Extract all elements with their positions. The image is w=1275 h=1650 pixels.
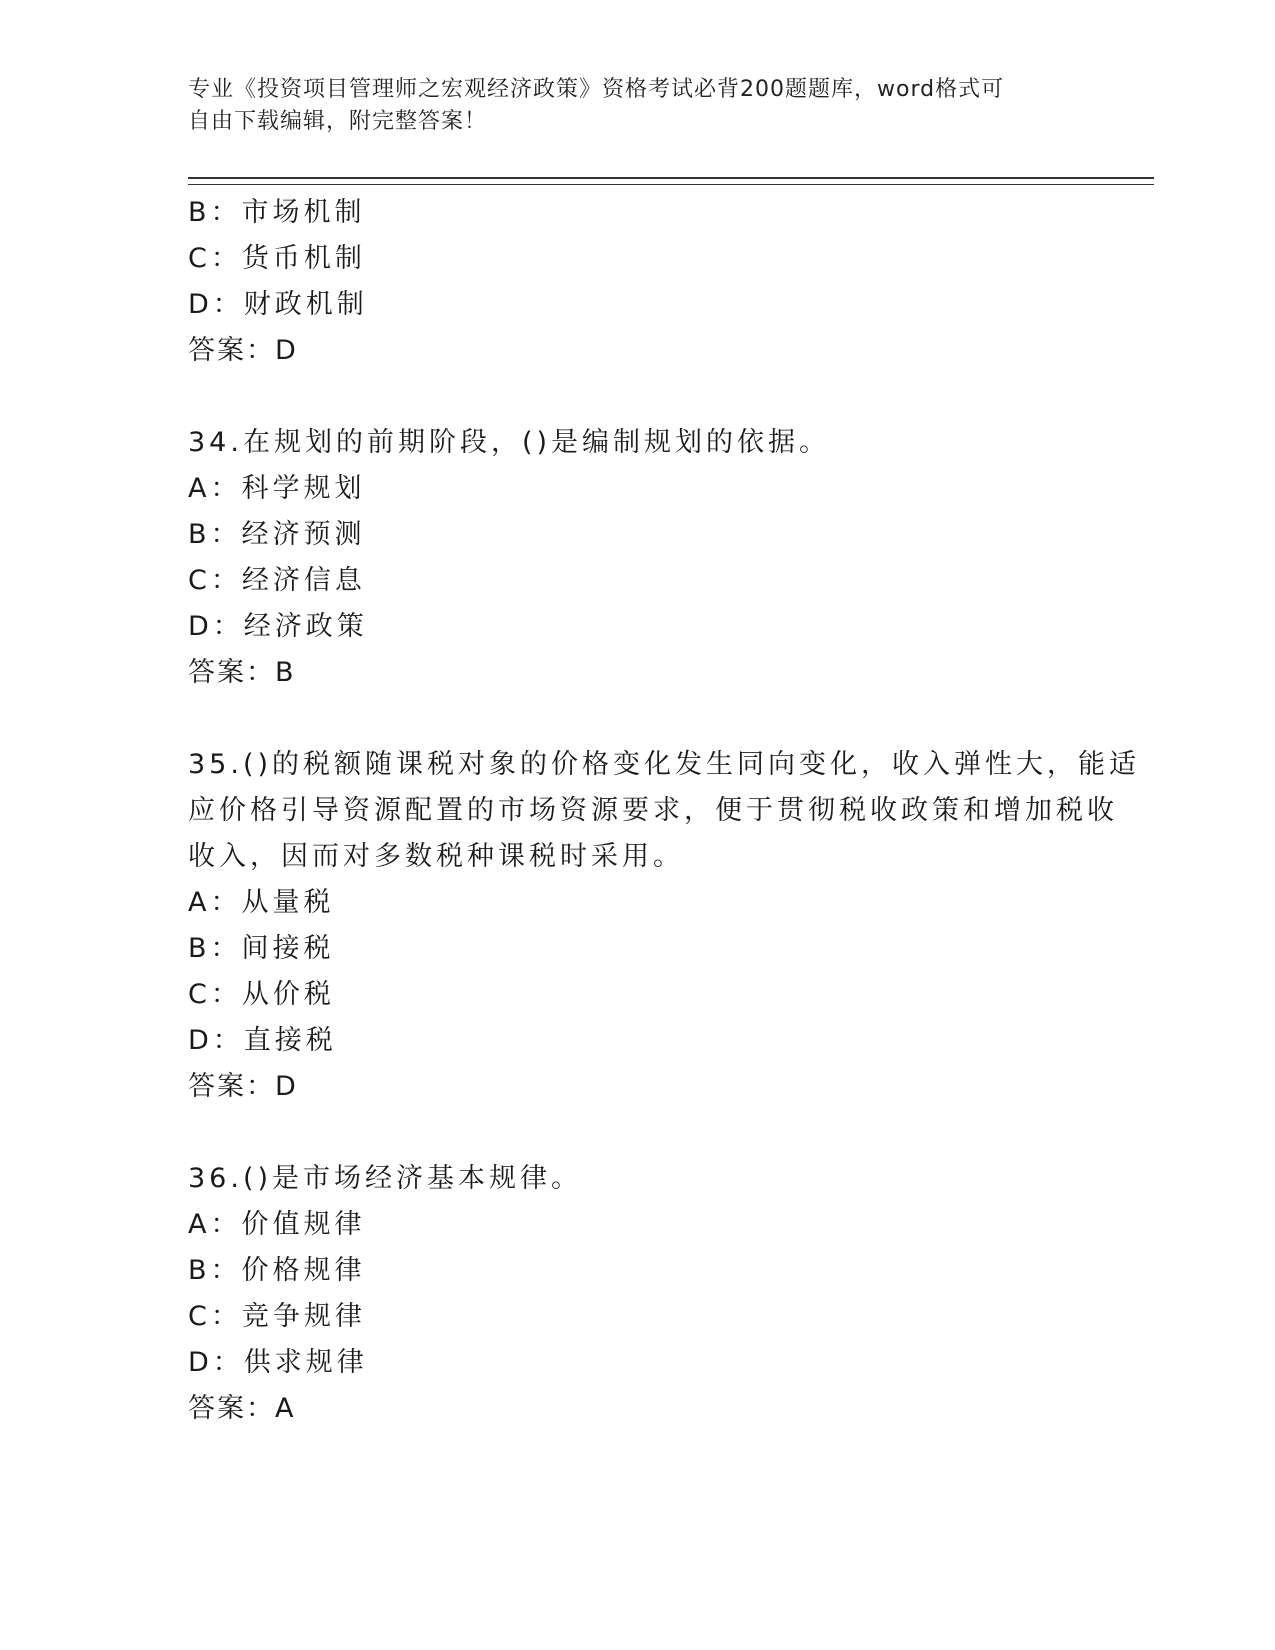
option-a: A：科学规划: [188, 473, 366, 504]
answer: 答案：A: [188, 1393, 296, 1424]
header-divider: [188, 177, 1154, 185]
answer: 答案：D: [188, 1071, 298, 1102]
question-33-fragment: [188, 190, 1088, 374]
option-c: C：从价税: [188, 979, 335, 1010]
option-b: B：间接税: [188, 933, 335, 964]
answer: 答案：D: [188, 335, 298, 366]
option-d: D：经济政策: [188, 611, 368, 642]
question-stem-line-1: 35.()的税额随课税对象的价格变化发生同向变化，收入弹性大，能适: [188, 749, 1141, 780]
option-d: D：财政机制: [188, 289, 368, 320]
question-36: [188, 1156, 1088, 1432]
question-stem-line-2: 应价格引导资源配置的市场资源要求，便于贯彻税收政策和增加税收: [188, 795, 1118, 826]
option-c: C：竞争规律: [188, 1301, 366, 1332]
option-c: C：经济信息: [188, 565, 366, 596]
question-stem: 36.()是市场经济基本规律。: [188, 1163, 583, 1194]
option-a: A：从量税: [188, 887, 335, 918]
option-b: B：市场机制: [188, 197, 366, 228]
question-spacer: [188, 374, 1088, 420]
question-stem: 34.在规划的前期阶段，()是编制规划的依据。: [188, 427, 831, 458]
question-34: [188, 420, 1088, 696]
option-a: A：价值规律: [188, 1209, 366, 1240]
question-stem-line-3: 收入，因而对多数税种课税时采用。: [188, 841, 684, 872]
option-c: C：货币机制: [188, 243, 366, 274]
answer: 答案：B: [188, 657, 296, 688]
question-list: [188, 190, 1141, 1432]
header-line-2: 自由下载编辑，附完整答案！: [188, 109, 488, 134]
option-b: B：经济预测: [188, 519, 366, 550]
option-b: B：价格规律: [188, 1255, 366, 1286]
question-35: [188, 742, 1141, 1110]
option-d: D：供求规律: [188, 1347, 368, 1378]
question-spacer: [188, 696, 1088, 742]
document-header: [188, 74, 1068, 138]
option-d: D：直接税: [188, 1025, 337, 1056]
header-line-1: 专业《投资项目管理师之宏观经济政策》资格考试必背200题题库，word格式可: [188, 77, 1005, 102]
question-spacer: [188, 1110, 1088, 1156]
